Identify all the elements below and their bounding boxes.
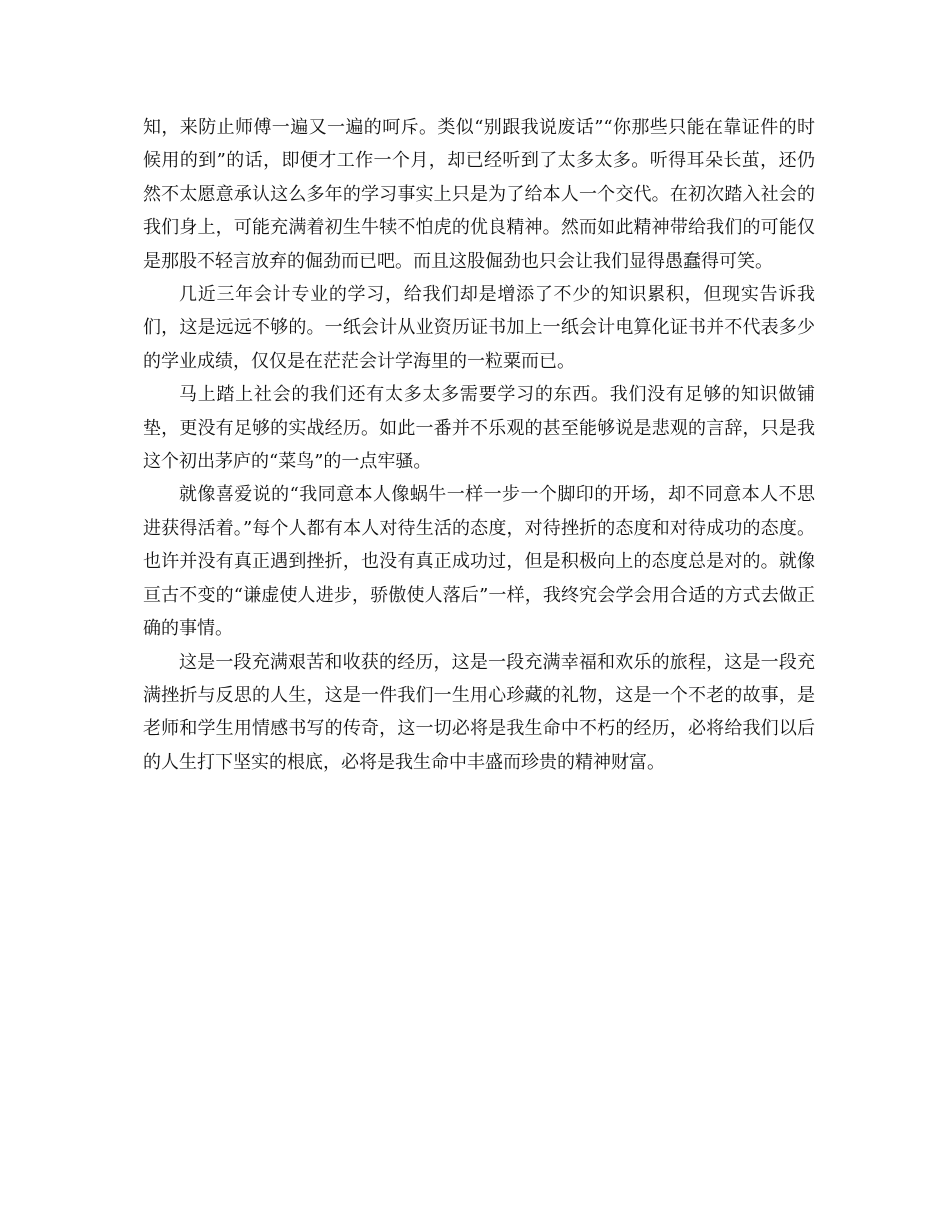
paragraph-entering-society: 马上踏上社会的我们还有太多太多需要学习的东西。我们没有足够的知识做铺垫，更没有足够的实战经历。如此一番并不乐观的甚至能够说是悲观的言辞，只是我这个初出茅庐的“菜鸟”的一点牢骚。 bbox=[143, 384, 815, 473]
paragraph-accounting-study: 几近三年会计专业的学习，给我们却是增添了不少的知识累积，但现实告诉我们，这是远远不够的。一纸会计从业资历证书加上一纸会计电算化证书并不代表多少的学业成绩，仅仅是在茫茫会计学海里的一粒粟而已。 bbox=[143, 284, 815, 372]
paragraph-attitude: 就像喜爱说的“我同意本人像蜗牛一样一步一个脚印的开场，却不同意本人不思进获得活着。”每个人都有本人对待生活的态度，对待挫折的态度和对待成功的态度。也许并没有真正遇到挫折，也没有真正成功过，但是积极向上的态度总是对的。就像亘古不变的“谦虚使人进步，骄傲使人落后”一样，我终究会学会用合适的方式去做正确的事情。 bbox=[143, 484, 815, 640]
paragraph-conclusion: 这是一段充满艰苦和收获的经历，这是一段充满幸福和欢乐的旅程，这是一段充满挫折与反思的人生，这是一件我们一生用心珍藏的礼物，这是一个不老的故事，是老师和学生用情感书写的传奇，这一切必将是我生命中不朽的经历，必将给我们以后的人生打下坚实的根底，必将是我生命中丰盛而珍贵的精神财富。 bbox=[143, 651, 815, 773]
document-body bbox=[143, 111, 815, 779]
paragraph-continued: 知，来防止师傅一遍又一遍的呵斥。类似“别跟我说废话”“你那些只能在靠证件的时候用的到”的话，即便才工作一个月，却已经听到了太多太多。听得耳朵长茧，还仍然不太愿意承认这么多年的学习事实上只是为了给本人一个交代。在初次踏入社会的我们身上，可能充满着初生牛犊不怕虎的优良精神。然而如此精神带给我们的可能仅是那股不轻言放弃的倔劲而已吧。而且这股倔劲也只会让我们显得愚蠢得可笑。 bbox=[143, 117, 815, 272]
